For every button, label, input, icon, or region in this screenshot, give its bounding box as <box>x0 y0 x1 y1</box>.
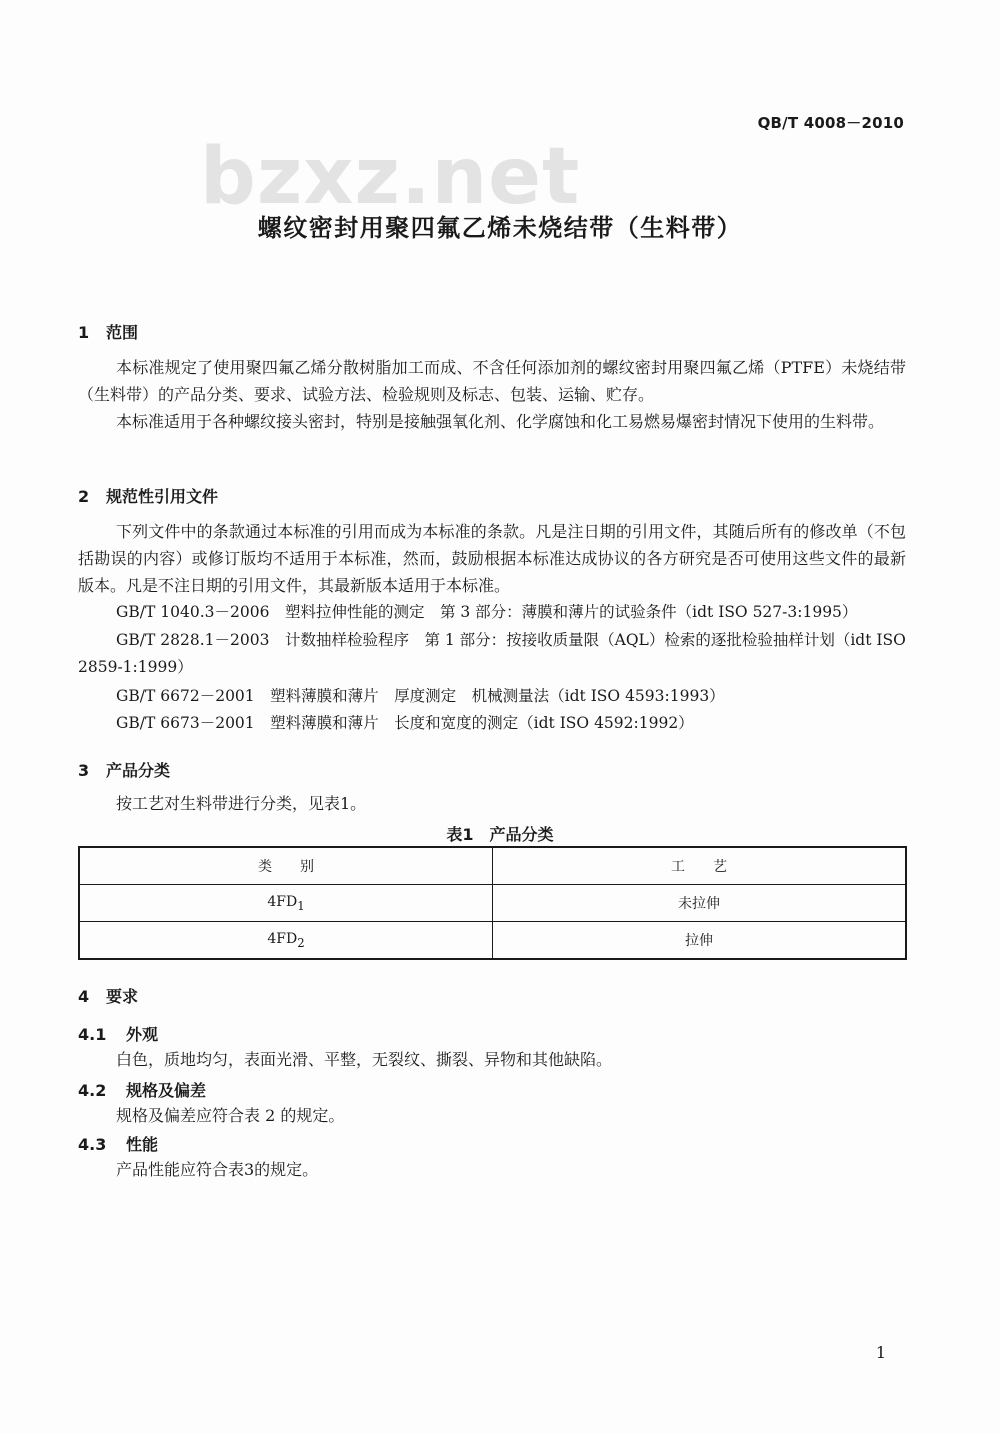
section-number: 2 <box>78 487 90 506</box>
subsection-title: 外观 <box>126 1025 159 1044</box>
section-title: 要求 <box>106 987 139 1006</box>
reference-item: GB/T 6673－2001 塑料薄膜和薄片 长度和宽度的测定（idt ISO 4592:1992） <box>116 714 694 732</box>
section-3-heading <box>78 758 170 781</box>
category-cell <box>79 922 493 960</box>
standard-code: QB/T 4008－2010 <box>757 114 904 132</box>
product-classification-table <box>78 846 907 960</box>
table-caption: 表1 产品分类 <box>446 825 554 844</box>
document-title: 螺纹密封用聚四氟乙烯未烧结带（生料带） <box>257 214 743 242</box>
subsection-title: 规格及偏差 <box>126 1081 207 1100</box>
section-title: 规范性引用文件 <box>106 487 219 506</box>
section-3-paragraph-1: 按工艺对生料带进行分类，见表1。 <box>116 794 367 813</box>
reference-item: GB/T 6672－2001 塑料薄膜和薄片 厚度测定 机械测量法（idt ISO 4593:1993） <box>116 687 725 705</box>
reference-item: GB/T 1040.3－2006 塑料拉伸性能的测定 第 3 部分：薄膜和薄片的试验条件（idt ISO 527-3:1995） <box>116 603 858 621</box>
page-number: 1 <box>875 1343 886 1362</box>
category-code: 4FD <box>267 930 298 947</box>
watermark: bzxz.net <box>200 132 581 222</box>
section-1-paragraph-1: 本标准规定了使用聚四氟乙烯分散树脂加工而成、不含任何添加剂的螺纹密封用聚四氟乙烯（PTFE）未烧结带（生料带）的产品分类、要求、试验方法、检验规则及标志、包装、运输、贮存。 <box>78 358 906 404</box>
section-1-heading <box>78 320 138 343</box>
category-subscript: 1 <box>297 898 305 913</box>
subsection-number: 4.1 <box>78 1025 107 1044</box>
column-header-category: 类 别 <box>79 847 493 885</box>
reference-item: GB/T 2828.1－2003 计数抽样检验程序 第 1 部分：按接收质量限（AQL）检索的逐批检验抽样计划（idt ISO 2859-1:1999） <box>78 631 906 676</box>
subsection-4-1-text: 白色，质地均匀，表面光滑、平整，无裂纹、撕裂、异物和其他缺陷。 <box>116 1050 613 1069</box>
section-title: 范围 <box>106 323 139 342</box>
section-2-heading <box>78 484 218 507</box>
category-cell <box>79 885 493 922</box>
subsection-4-2-heading <box>78 1078 206 1101</box>
section-number: 1 <box>78 323 90 342</box>
subsection-4-3-heading <box>78 1132 158 1155</box>
section-title: 产品分类 <box>106 761 171 780</box>
process-cell: 未拉伸 <box>493 885 907 922</box>
subsection-4-1-heading <box>78 1022 158 1045</box>
section-4-heading <box>78 984 138 1007</box>
section-2-paragraph-1: 下列文件中的条款通过本标准的引用而成为本标准的条款。凡是注日期的引用文件，其随后所有的修改单（不包括勘误的内容）或修订版均不适用于本标准，然而，鼓励根据本标准达成协议的各方研究是否可使用这些文件的最新版本。凡是不注日期的引用文件，其最新版本适用于本标准。 <box>78 522 906 595</box>
section-number: 3 <box>78 761 90 780</box>
subsection-title: 性能 <box>126 1135 159 1154</box>
subsection-number: 4.2 <box>78 1081 107 1100</box>
subsection-number: 4.3 <box>78 1135 107 1154</box>
table-row <box>79 922 906 960</box>
subsection-4-2-text: 规格及偏差应符合表 2 的规定。 <box>116 1106 345 1125</box>
table-row <box>79 885 906 922</box>
section-1-paragraph-2: 本标准适用于各种螺纹接头密封，特别是接触强氧化剂、化学腐蚀和化工易燃易爆密封情况下使用的生料带。 <box>116 412 885 431</box>
category-subscript: 2 <box>297 935 305 950</box>
section-number: 4 <box>78 987 90 1006</box>
category-code: 4FD <box>267 893 298 910</box>
subsection-4-3-text: 产品性能应符合表3的规定。 <box>116 1160 319 1179</box>
column-header-process: 工 艺 <box>493 847 907 885</box>
process-cell: 拉伸 <box>493 922 907 960</box>
table-header-row <box>79 847 906 885</box>
